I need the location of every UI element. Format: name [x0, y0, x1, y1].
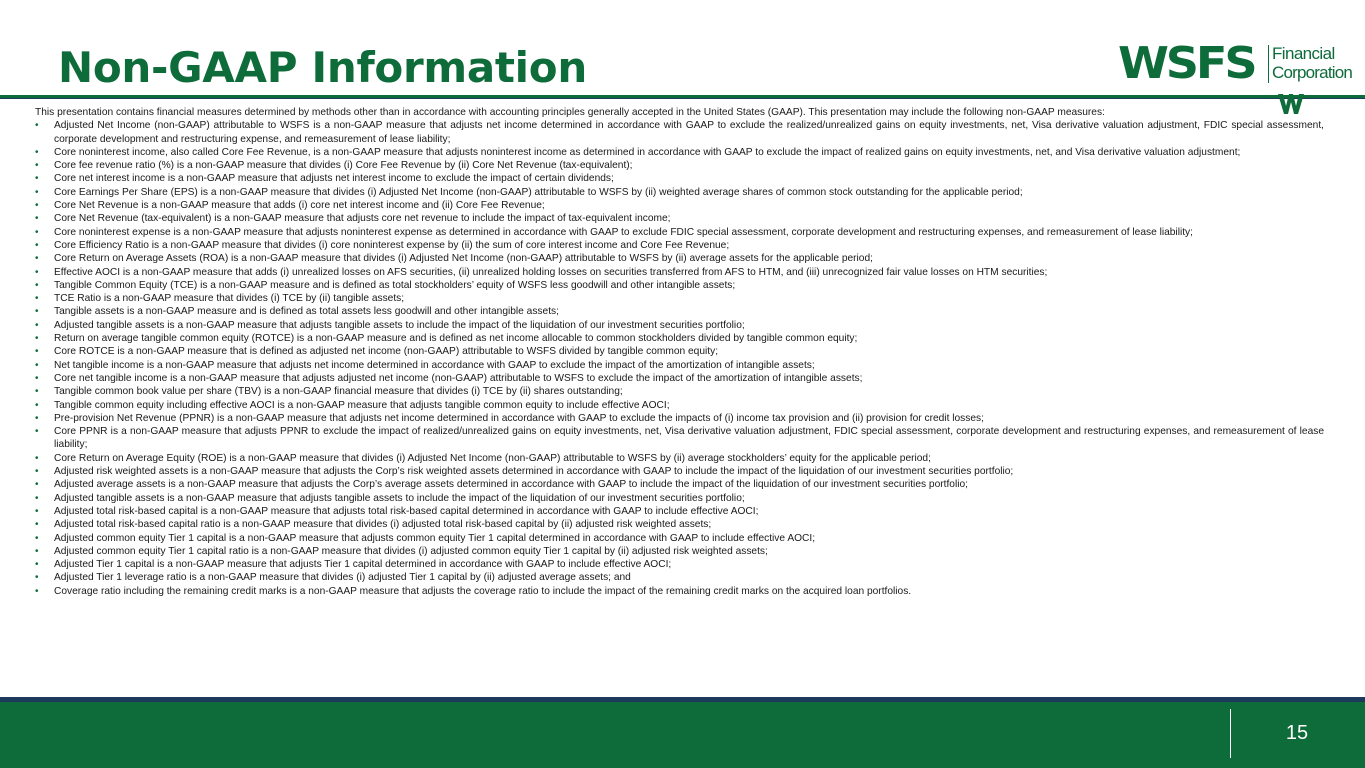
list-item: • Net tangible income is a non-GAAP measure that adjusts net income determined in accordance with GAAP to exclude the impact of the amortization of intangible assets;: [35, 359, 1324, 372]
list-item: • Core Return on Average Equity (ROE) is a non-GAAP measure that divides (i) Adjusted Net Income (non-GAAP) attributable to WSFS by (ii) average stockholders’ equity for the applicable period;: [35, 452, 1324, 465]
list-item: • Core Efficiency Ratio is a non-GAAP measure that divides (i) core noninterest expense by (ii) the sum of core interest income and Core Fee Revenue;: [35, 239, 1324, 252]
list-item: • TCE Ratio is a non-GAAP measure that divides (i) TCE by (ii) tangible assets;: [35, 292, 1324, 305]
list-item: • Adjusted common equity Tier 1 capital is a non-GAAP measure that adjusts common equity Tier 1 capital determined in accordance with GAAP to include effective AOCI;: [35, 532, 1324, 545]
list-item: • Adjusted Net Income (non-GAAP) attributable to WSFS is a non-GAAP measure that adjusts net income determined in accordance with GAAP to exclude the realized/unrealized gains on equity investments, net, Visa derivative valuation adjustment, FDIC special assessment, corporate development and restructuring expense, and remeasurement of lease liability;: [35, 119, 1324, 146]
list-item: • Tangible common equity including effective AOCI is a non-GAAP measure that adjusts tangible common equity to include effective AOCI;: [35, 399, 1324, 412]
list-item: • Return on average tangible common equity (ROTCE) is a non-GAAP measure and is defined as net income allocable to common stockholders divided by tangible common equity;: [35, 332, 1324, 345]
list-item: • Coverage ratio including the remaining credit marks is a non-GAAP measure that adjusts the coverage ratio to include the impact of the remaining credit marks on the acquired loan portfolios.: [35, 585, 1324, 598]
list-item: • Core PPNR is a non-GAAP measure that adjusts PPNR to exclude the impact of realized/unrealized gains on equity investments, net, Visa derivative valuation adjustment, FDIC special assessment, corporate development and restructuring expenses, and remeasurement of lease liability;: [35, 425, 1324, 452]
list-item: • Adjusted average assets is a non-GAAP measure that adjusts the Corp’s average assets determined in accordance with GAAP to include the impact of the liquidation of our investment securities portfolio;: [35, 478, 1324, 491]
list-item: • Adjusted Tier 1 capital is a non-GAAP measure that adjusts Tier 1 capital determined in accordance with GAAP to include effective AOCI;: [35, 558, 1324, 571]
list-item: • Adjusted tangible assets is a non-GAAP measure that adjusts tangible assets to include the impact of the liquidation of our investment securities portfolio;: [35, 492, 1324, 505]
list-item: • Core fee revenue ratio (%) is a non-GAAP measure that divides (i) Core Fee Revenue by (ii) Core Net Revenue (tax-equivalent);: [35, 159, 1324, 172]
list-item: • Adjusted total risk-based capital is a non-GAAP measure that adjusts total risk-based capital determined in accordance with GAAP to include effective AOCI;: [35, 505, 1324, 518]
list-item: • Adjusted Tier 1 leverage ratio is a non-GAAP measure that divides (i) adjusted Tier 1 capital by (ii) adjusted average assets; and: [35, 571, 1324, 584]
list-item: • Tangible assets is a non-GAAP measure and is defined as total assets less goodwill and other intangible assets;: [35, 305, 1324, 318]
list-item: • Tangible Common Equity (TCE) is a non-GAAP measure and is defined as total stockholders’ equity of WSFS less goodwill and other intangible assets;: [35, 279, 1324, 292]
footer-bar: [0, 702, 1365, 768]
logo-divider: [1268, 45, 1269, 83]
list-item: • Adjusted tangible assets is a non-GAAP measure that adjusts tangible assets to include the impact of the liquidation of our investment securities portfolio;: [35, 319, 1324, 332]
intro-paragraph: This presentation contains financial measures determined by methods other than in accordance with accounting principles generally accepted in the United States (GAAP). This presentation may include the following non-GAAP measures:: [35, 107, 1105, 118]
list-item: • Effective AOCI is a non-GAAP measure that adds (i) unrealized losses on AFS securities, (ii) unrealized holding losses on securities transferred from AFS to HTM, and (iii) unrecognized fair value losses on HTM securities;: [35, 266, 1324, 279]
list-item: • Pre-provision Net Revenue (PPNR) is a non-GAAP measure that adjusts net income determined in accordance with GAAP to exclude the impacts of (i) income tax provision and (ii) provision for credit losses;: [35, 412, 1324, 425]
list-item: • Core Earnings Per Share (EPS) is a non-GAAP measure that divides (i) Adjusted Net Income (non-GAAP) attributable to WSFS by (ii) weighted average shares of common stock outstanding for the applicable period;: [35, 186, 1324, 199]
non-gaap-measures-list: [35, 119, 1324, 598]
logo-corporation-text: Corporation: [1272, 63, 1353, 82]
footer-divider: [1230, 709, 1231, 758]
page-title: Non-GAAP Information: [58, 43, 587, 92]
list-item: • Tangible common book value per share (TBV) is a non-GAAP financial measure that divides (i) TCE by (ii) shares outstanding;: [35, 385, 1324, 398]
list-item: • Core ROTCE is a non-GAAP measure that is defined as adjusted net income (non-GAAP) attributable to WSFS divided by tangible common equity;: [35, 345, 1324, 358]
page-number: 15: [1285, 722, 1309, 744]
list-item: • Core Net Revenue (tax-equivalent) is a non-GAAP measure that adjusts core net revenue to include the impact of tax-equivalent income;: [35, 212, 1324, 225]
list-item: • Core Net Revenue is a non-GAAP measure that adds (i) core net interest income and (ii) Core Fee Revenue;: [35, 199, 1324, 212]
list-item: • Core net interest income is a non-GAAP measure that adjusts net interest income to exclude the impact of certain dividends;: [35, 172, 1324, 185]
list-item: • Adjusted common equity Tier 1 capital ratio is a non-GAAP measure that divides (i) adjusted common equity Tier 1 capital by (ii) adjusted risk weighted assets;: [35, 545, 1324, 558]
list-item: • Core net tangible income is a non-GAAP measure that adjusts adjusted net income (non-GAAP) attributable to WSFS to exclude the impact of the amortization of intangible assets;: [35, 372, 1324, 385]
logo-financial-text: Financial: [1272, 44, 1335, 63]
list-item: • Adjusted total risk-based capital ratio is a non-GAAP measure that divides (i) adjusted total risk-based capital by (ii) adjusted risk weighted assets;: [35, 518, 1324, 531]
list-item: • Core Return on Average Assets (ROA) is a non-GAAP measure that divides (i) Adjusted Net Income (non-GAAP) attributable to WSFS by (ii) average assets for the applicable period;: [35, 252, 1324, 265]
list-item: • Adjusted risk weighted assets is a non-GAAP measure that adjusts the Corp’s risk weighted assets determined in accordance with GAAP to include the impact of the liquidation of our investment securities portfolio;: [35, 465, 1324, 478]
logo-wordmark: WSFS: [1118, 38, 1255, 89]
non-gaap-content: [35, 106, 1324, 598]
list-item: • Core noninterest expense is a non-GAAP measure that adjusts noninterest expense as determined in accordance with GAAP to exclude FDIC special assessment, corporate development and restructuring expenses, and remeasurement of lease liability;: [35, 226, 1324, 239]
list-item: • Core noninterest income, also called Core Fee Revenue, is a non-GAAP measure that adjusts noninterest income as determined in accordance with GAAP to exclude the impact of realized gains on equity investments, net, and Visa derivative valuation adjustment;: [35, 146, 1324, 159]
